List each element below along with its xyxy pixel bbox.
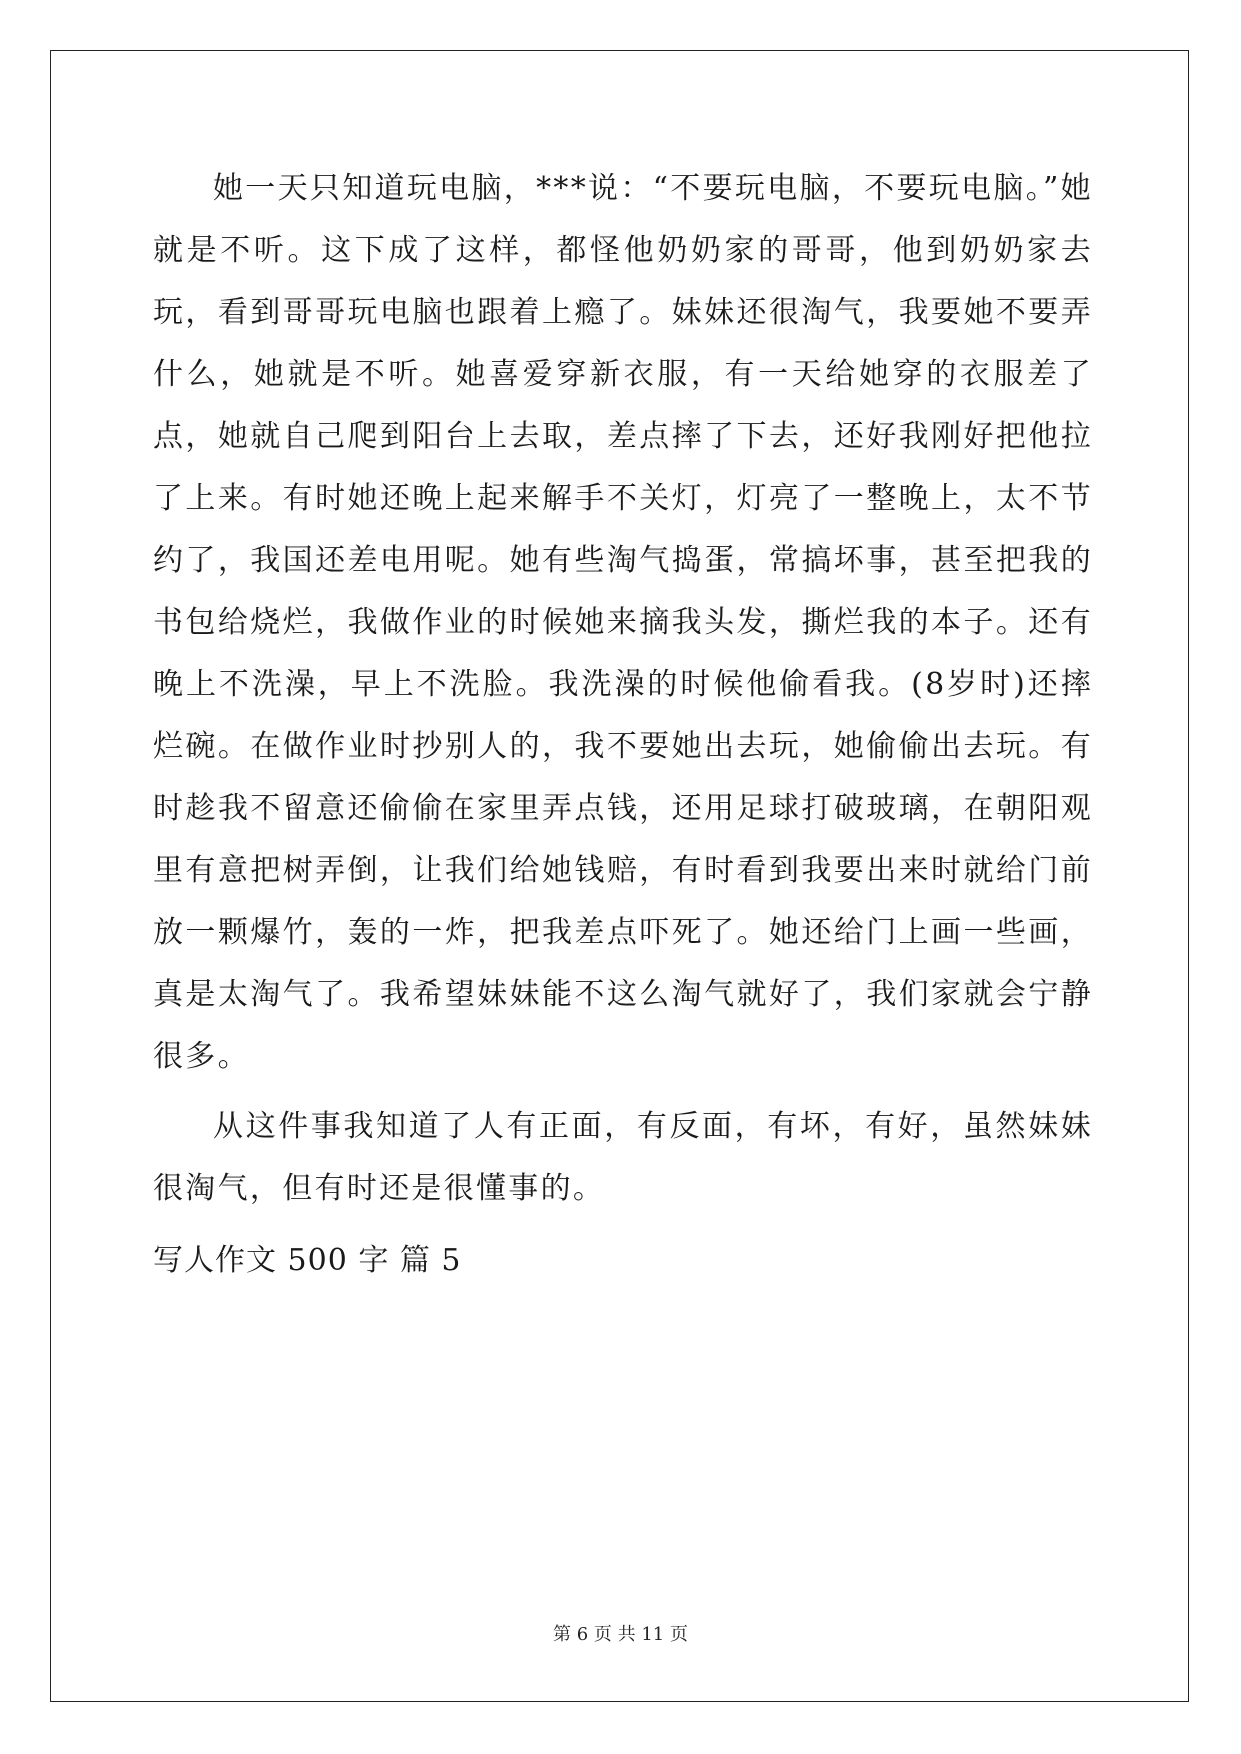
page-number: 第 6 页 共 11 页 [553, 1624, 688, 1645]
document-body [153, 158, 1093, 1292]
paragraph-2: 从这件事我知道了人有正面，有反面，有坏，有好，虽然妹妹很淘气，但有时还是很懂事的。 [153, 1109, 1093, 1206]
section-title: 写人作文 500 字 篇 5 [153, 1243, 462, 1278]
paragraph-1: 她一天只知道玩电脑，***说：“不要玩电脑，不要玩电脑。”她就是不听。这下成了这样，都怪他奶奶家的哥哥，他到奶奶家去玩，看到哥哥玩电脑也跟着上瘾了。妹妹还很淘气，我要她不要弄什么，她就是不听。她喜爱穿新衣服，有一天给她穿的衣服差了点，她就自己爬到阳台上去取，差点摔了下去，还好我刚好把他拉了上来。有时她还晚上起来解手不关灯，灯亮了一整晚上，太不节约了，我国还差电用呢。她有些淘气捣蛋，常搞坏事，甚至把我的书包给烧烂，我做作业的时候她来摘我头发，撕烂我的本子。还有晚上不洗澡，早上不洗脸。我洗澡的时候他偷看我。(8岁时)还摔烂碗。在做作业时抄别人的，我不要她出去玩，她偷偷出去玩。有时趁我不留意还偷偷在家里弄点钱，还用足球打破玻璃，在朝阳观里有意把树弄倒，让我们给她钱赔，有时看到我要出来时就给门前放一颗爆竹，轰的一炸，把我差点吓死了。她还给门上画一些画，真是太淘气了。我希望妹妹能不这么淘气就好了，我们家就会宁静很多。 [153, 171, 1093, 1074]
